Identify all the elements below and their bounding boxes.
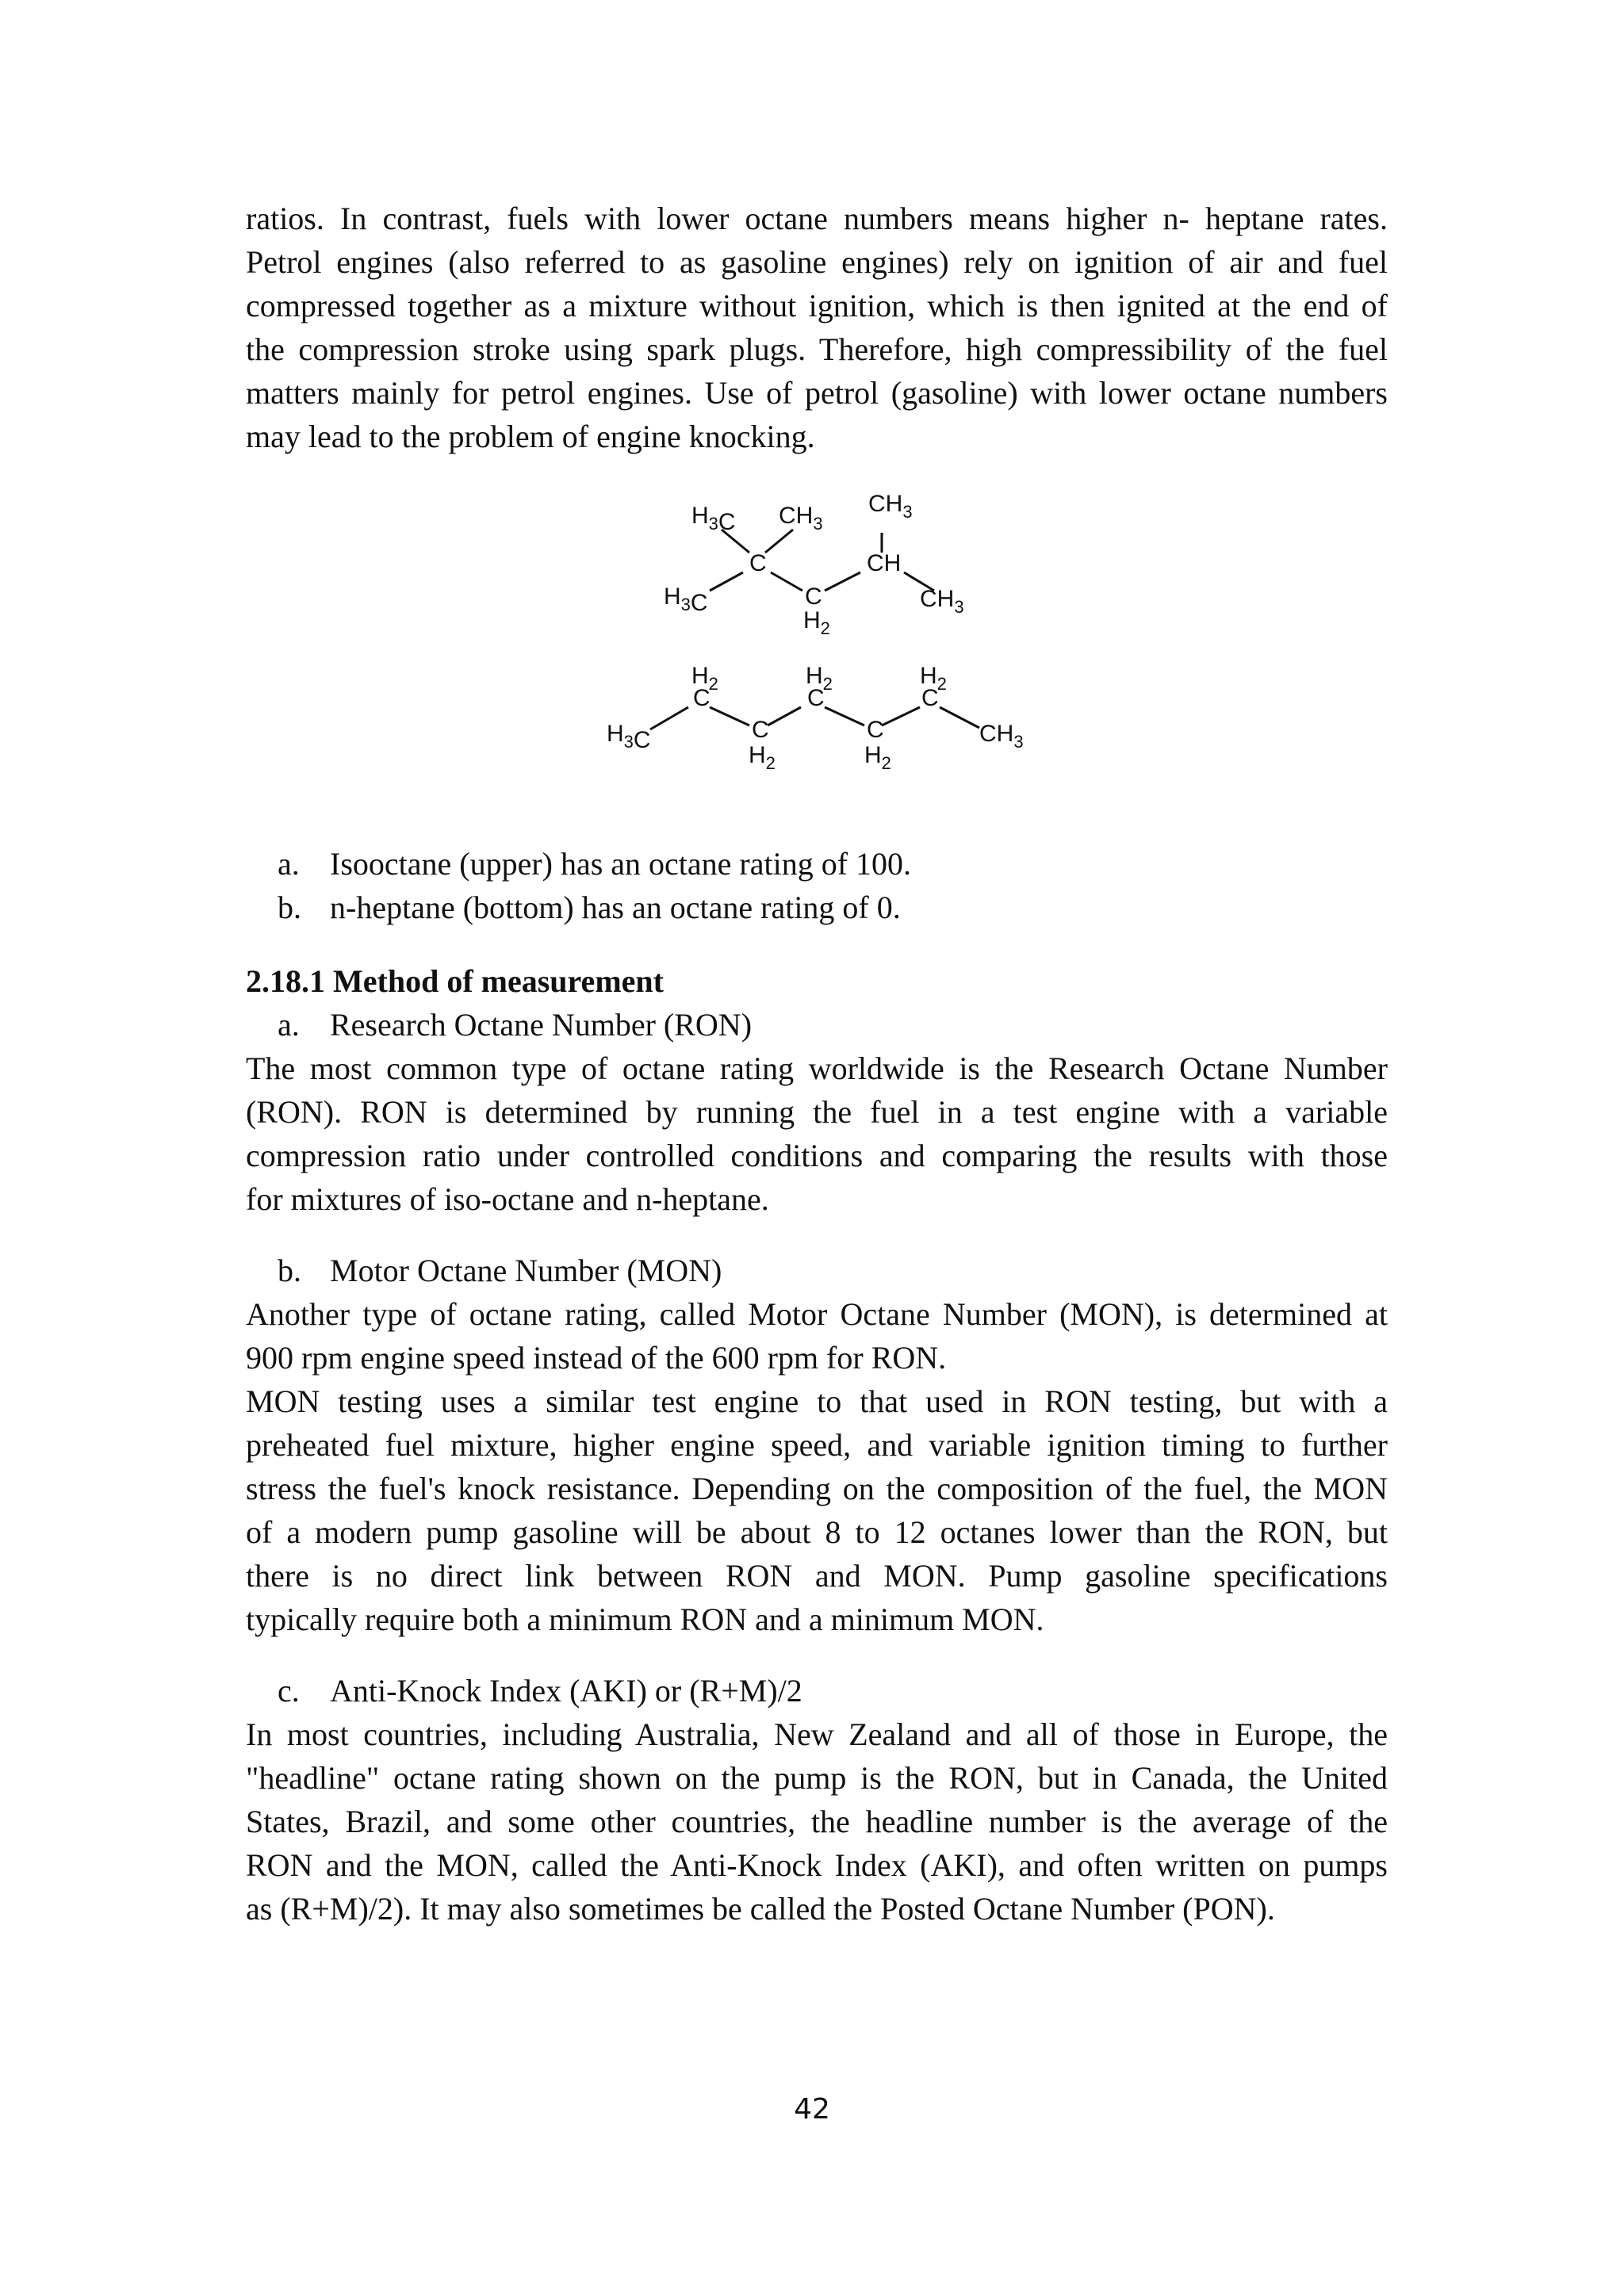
text-line: the compression stroke using spark plugs. Therefore, high compressibility of the fuel xyxy=(246,331,1388,367)
ron-subheading xyxy=(278,1003,752,1047)
aki-paragraph xyxy=(246,1712,1388,1931)
list-label: a. xyxy=(278,846,300,882)
text-line: compression ratio under controlled conditions and comparing the results with those xyxy=(246,1138,1388,1173)
compound-item-isooctane xyxy=(278,842,911,886)
text-line: Another type of octane rating, called Motor Octane Number (MON), is determined at xyxy=(246,1296,1388,1332)
text-line: "headline" octane rating shown on the pump is the RON, but in Canada, the United xyxy=(246,1760,1388,1796)
carbon-label: C xyxy=(752,717,769,743)
mon-paragraph xyxy=(246,1292,1388,1641)
h2-label: $H_2$ xyxy=(691,663,718,694)
text-line: preheated fuel mixture, higher engine speed, and variable ignition timing to further xyxy=(246,1427,1388,1463)
text-line: (RON). RON is determined by running the fuel in a test engine with a variable xyxy=(246,1094,1388,1130)
text-line: Petrol engines (also referred to as gasoline engines) rely on ignition of air and fuel xyxy=(246,244,1388,280)
section-heading: 2.18.1 Method of measurement xyxy=(246,963,664,999)
text-line: RON and the MON, called the Anti-Knock Index (AKI), and often written on pumps xyxy=(246,1847,1388,1883)
text-line: of a modern pump gasoline will be about 8 to 12 octanes lower than the RON, but xyxy=(246,1514,1388,1550)
carbon-label: C xyxy=(921,685,939,711)
ron-paragraph xyxy=(246,1047,1388,1221)
h2-label: $H_2$ xyxy=(749,742,776,773)
text-line: In most countries, including Australia, New Zealand and all of those in Europe, the xyxy=(246,1716,1388,1752)
text-line: compressed together as a mixture without ignition, which is then ignited at the end of xyxy=(246,288,1388,323)
mon-subheading xyxy=(278,1249,722,1292)
carbon-label: C xyxy=(807,685,825,711)
h3c-label: $H_3C$ xyxy=(607,721,651,753)
page-number: 42 xyxy=(794,2093,830,2126)
text-line: typically require both a minimum RON and a minimum MON. xyxy=(246,1601,1044,1637)
text-line: ratios. In contrast, fuels with lower octane numbers means higher n- heptane rates. xyxy=(246,201,1388,236)
text-line: for mixtures of iso-octane and n-heptane. xyxy=(246,1181,769,1217)
h2-label: $H_2$ xyxy=(803,607,830,638)
ch3-label: $CH_3$ xyxy=(979,721,1024,752)
ch3-right-label: $CH_3$ xyxy=(920,586,964,617)
list-text: Research Octane Number (RON) xyxy=(330,1007,753,1043)
h2-label: $H_2$ xyxy=(920,663,947,694)
ch3-top-label: $CH_3$ xyxy=(779,503,823,534)
carbon-label: C xyxy=(693,685,710,711)
h2-label: $H_2$ xyxy=(864,742,891,773)
text-line: MON testing uses a similar test engine to that used in RON testing, but with a xyxy=(246,1383,1388,1419)
list-label: c. xyxy=(278,1673,300,1709)
text-line: there is no direct link between RON and MON. Pump gasoline specifications xyxy=(246,1558,1388,1594)
list-text: Isooctane (upper) has an octane rating of 100. xyxy=(330,846,912,882)
ch-label: CH xyxy=(867,550,902,576)
text-line: as (R+M)/2). It may also sometimes be called the Posted Octane Number (PON). xyxy=(246,1891,1275,1927)
h3c-top-label: $H_3C$ xyxy=(691,503,736,535)
text-line: The most common type of octane rating worldwide is the Research Octane Number xyxy=(246,1050,1388,1086)
list-text: Anti-Knock Index (AKI) or (R+M)/2 xyxy=(330,1673,802,1709)
text-line: 900 rpm engine speed instead of the 600 rpm for RON. xyxy=(246,1340,947,1376)
text-line: States, Brazil, and some other countries, the headline number is the average of the xyxy=(246,1804,1388,1839)
list-text: Motor Octane Number (MON) xyxy=(330,1253,722,1288)
quaternary-carbon-label: C xyxy=(749,550,767,576)
aki-subheading xyxy=(278,1669,802,1712)
list-label: a. xyxy=(278,1007,300,1043)
h3c-left-label: $H_3C$ xyxy=(664,584,708,616)
ch3-right-top-label: $CH_3$ xyxy=(868,491,913,522)
compound-item-heptane xyxy=(278,886,901,929)
chemical-structures-figure xyxy=(0,0,1624,793)
text-line: may lead to the problem of engine knocking. xyxy=(246,419,815,454)
isooctane-labels xyxy=(664,491,964,638)
text-line: matters mainly for petrol engines. Use of petrol (gasoline) with lower octane numbers xyxy=(246,375,1388,411)
list-label: b. xyxy=(278,1253,301,1288)
carbon-label: C xyxy=(867,717,884,743)
h2-label: $H_2$ xyxy=(806,663,833,694)
list-text: n-heptane (bottom) has an octane rating of 0. xyxy=(330,890,901,925)
list-label: b. xyxy=(278,890,301,925)
text-line: stress the fuel's knock resistance. Depending on the composition of the fuel, the MON xyxy=(246,1471,1388,1506)
methylene-carbon-label: C xyxy=(805,584,822,610)
